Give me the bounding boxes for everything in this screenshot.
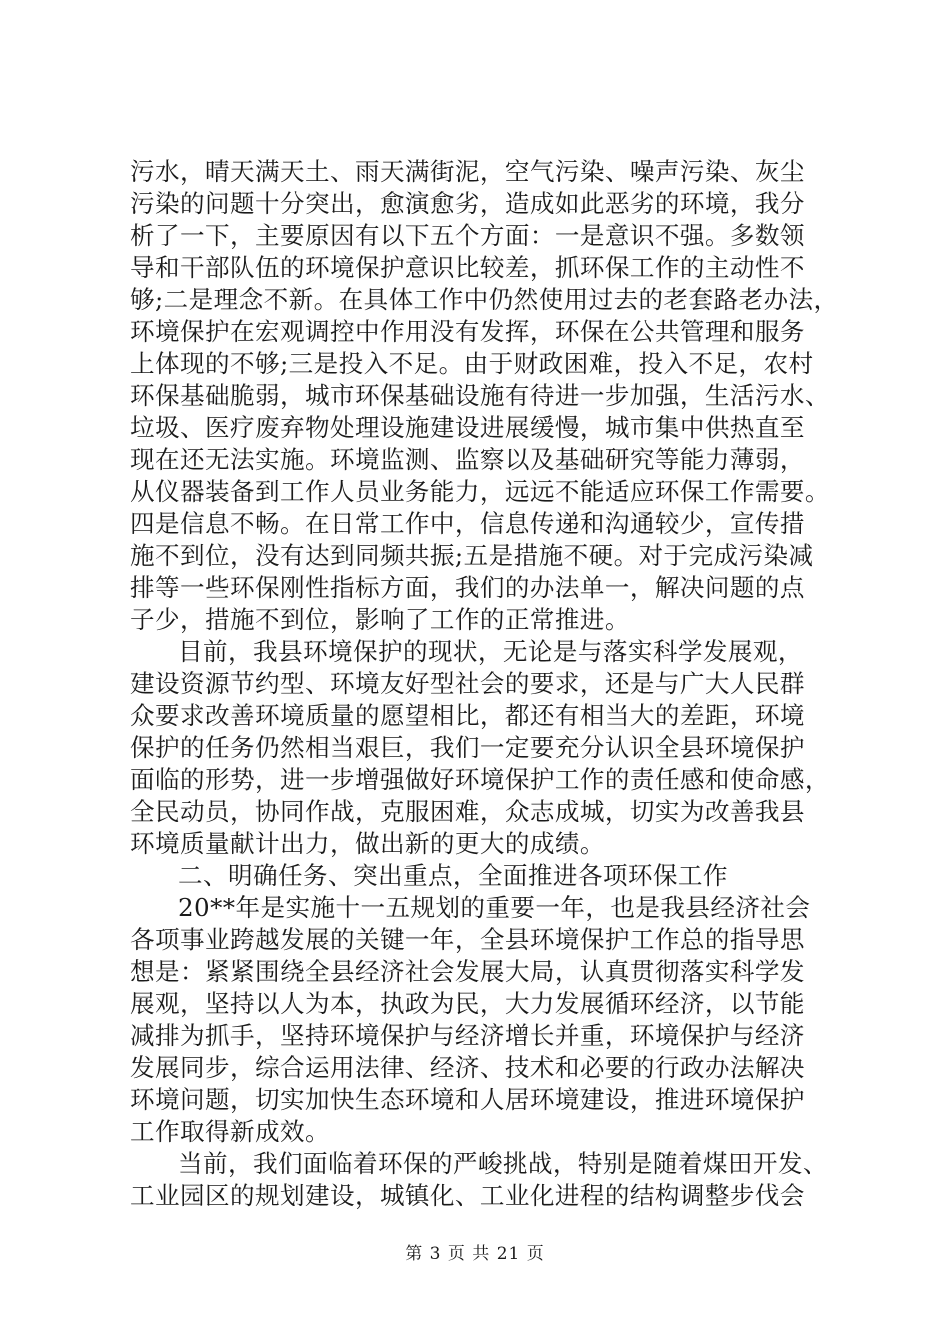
text-line: 减排为抓手，坚持环境保护与经济增长并重，环境保护与经济 <box>130 1021 805 1050</box>
paragraph-start-line: 目前，我县环境保护的现状，无论是与落实科学发展观， <box>178 637 803 666</box>
paragraph-start-line: 20**年是实施十一五规划的重要一年，也是我县经济社会 <box>178 893 811 922</box>
text-line: 建设资源节约型、环境友好型社会的要求，还是与广大人民群 <box>130 669 805 698</box>
text-line: 全民动员，协同作战，克服困难，众志成城，切实为改善我县 <box>130 797 805 826</box>
text-line: 发展同步，综合运用法律、经济、技术和必要的行政办法解决 <box>130 1053 805 1082</box>
text-line: 展观，坚持以人为本，执政为民，大力发展循环经济，以节能 <box>130 989 805 1018</box>
text-line: 环境问题，切实加快生态环境和人居环境建设，推进环境保护 <box>130 1085 805 1114</box>
text-line: 想是：紧紧围绕全县经济社会发展大局，认真贯彻落实科学发 <box>130 957 805 986</box>
text-line: 工作取得新成效。 <box>130 1117 330 1146</box>
text-line: 保护的任务仍然相当艰巨，我们一定要充分认识全县环境保护 <box>130 733 805 762</box>
paragraph-start-line: 当前，我们面临着环保的严峻挑战，特别是随着煤田开发、 <box>178 1149 828 1178</box>
text-line: 排等一些环保刚性指标方面，我们的办法单一，解决问题的点 <box>130 573 805 602</box>
text-line: 环境质量献计出力，做出新的更大的成绩。 <box>130 829 605 858</box>
text-line: 环保基础脆弱，城市环保基础设施有待进一步加强，生活污水、 <box>130 381 830 410</box>
text-line: 现在还无法实施。环境监测、监察以及基础研究等能力薄弱， <box>130 445 805 474</box>
text-line: 垃圾、医疗废弃物处理设施建设进展缓慢，城市集中供热直至 <box>130 413 805 442</box>
text-line: 四是信息不畅。在日常工作中，信息传递和沟通较少，宣传措 <box>130 509 805 538</box>
text-line: 导和干部队伍的环境保护意识比较差，抓环保工作的主动性不 <box>130 253 805 282</box>
text-line: 众要求改善环境质量的愿望相比，都还有相当大的差距，环境 <box>130 701 805 730</box>
text-line: 施不到位，没有达到同频共振;五是措施不硬。对于完成污染减 <box>130 541 814 570</box>
text-line: 工业园区的规划建设，城镇化、工业化进程的结构调整步伐会 <box>130 1181 805 1210</box>
text-line: 上体现的不够;三是投入不足。由于财政困难，投入不足，农村 <box>130 349 814 378</box>
text-line: 面临的形势，进一步增强做好环境保护工作的责任感和使命感， <box>130 765 830 794</box>
text-line: 够;二是理念不新。在具体工作中仍然使用过去的老套路老办法， <box>130 285 839 314</box>
text-line: 污水，晴天满天土、雨天满街泥，空气污染、噪声污染、灰尘 <box>130 157 805 186</box>
text-line: 析了一下，主要原因有以下五个方面：一是意识不强。多数领 <box>130 221 805 250</box>
section-heading: 二、明确任务、突出重点，全面推进各项环保工作 <box>178 861 728 890</box>
text-line: 污染的问题十分突出，愈演愈劣，造成如此恶劣的环境，我分 <box>130 189 805 218</box>
text-line: 各项事业跨越发展的关键一年，全县环境保护工作总的指导思 <box>130 925 805 954</box>
text-line: 从仪器装备到工作人员业务能力，远远不能适应环保工作需要。 <box>130 477 830 506</box>
text-line: 环境保护在宏观调控中作用没有发挥，环保在公共管理和服务 <box>130 317 805 346</box>
page-number-footer: 第 3 页 共 21 页 <box>405 1244 545 1264</box>
text-line: 子少，措施不到位，影响了工作的正常推进。 <box>130 605 630 634</box>
